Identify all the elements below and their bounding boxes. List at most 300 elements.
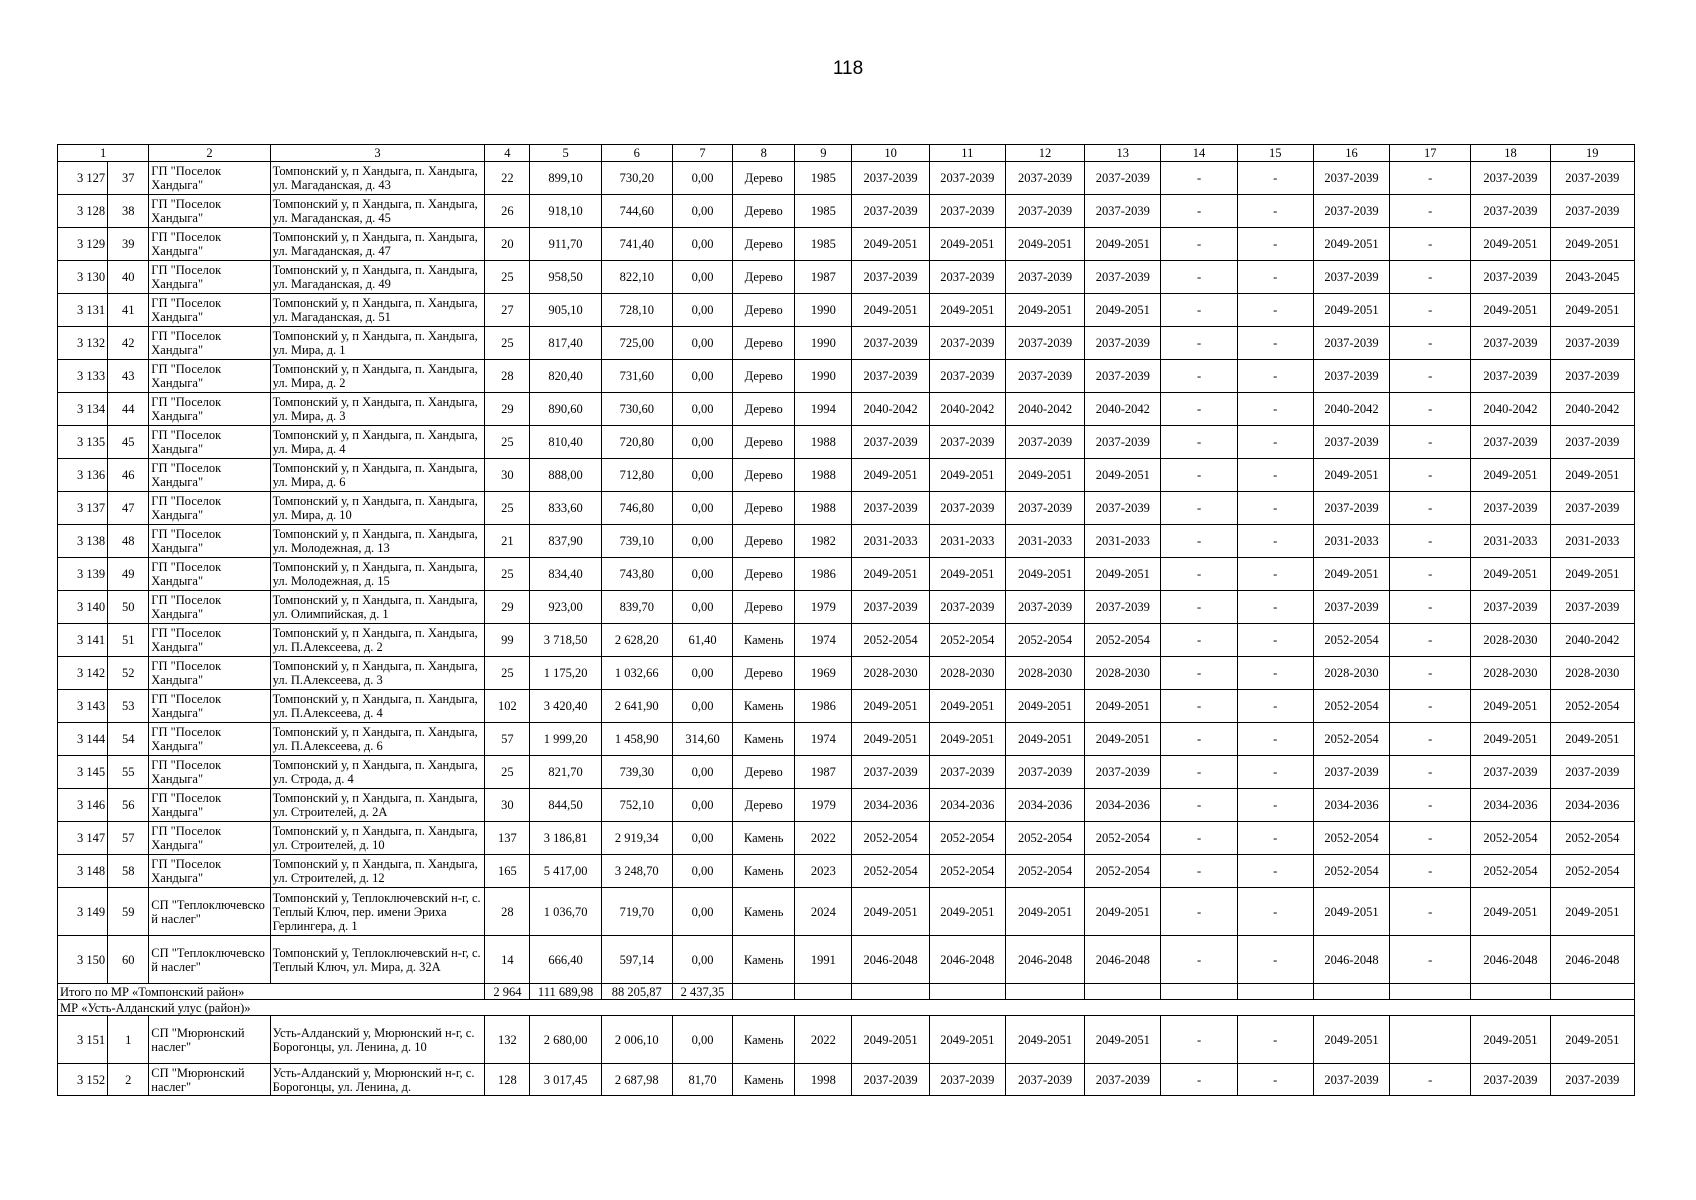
table-cell: 29 — [485, 393, 530, 426]
table-cell: 1979 — [795, 591, 852, 624]
table-row — [58, 393, 1635, 426]
table-cell: Томпонский у, п Хандыга, п. Хандыга, ул. Магаданская, д. 49 — [270, 261, 485, 294]
table-cell: 2049-2051 — [852, 1016, 929, 1064]
table-cell: ГП "Поселок Хандыга" — [149, 327, 270, 360]
table-cell: 890,60 — [530, 393, 601, 426]
table-cell: 2052-2054 — [1005, 624, 1084, 657]
table-cell: 0,00 — [672, 426, 732, 459]
table-cell: 2028-2030 — [1005, 657, 1084, 690]
table-cell: - — [1161, 657, 1237, 690]
table-cell: 1987 — [795, 261, 852, 294]
table-cell: 834,40 — [530, 558, 601, 591]
table-body — [58, 162, 1635, 1096]
table-cell: - — [1161, 558, 1237, 591]
table-cell: 2049-2051 — [1471, 723, 1550, 756]
table-cell: 2037-2039 — [852, 261, 929, 294]
table-cell: 2037-2039 — [929, 261, 1005, 294]
table-cell: 1974 — [795, 723, 852, 756]
table-cell: 2037-2039 — [1550, 162, 1634, 195]
column-header: 11 — [929, 145, 1005, 162]
table-cell: 2052-2054 — [1005, 822, 1084, 855]
table-cell: - — [1237, 789, 1313, 822]
column-header: 4 — [485, 145, 530, 162]
table-cell: 1994 — [795, 393, 852, 426]
table-cell: - — [1161, 888, 1237, 936]
table-cell: СП "Теплоключевско й наслег" — [149, 936, 270, 984]
table-cell: Камень — [733, 822, 795, 855]
table-cell: 2034-2036 — [852, 789, 929, 822]
table-cell: 2049-2051 — [1471, 1016, 1550, 1064]
table-cell: - — [1161, 936, 1237, 984]
table-cell: 2049-2051 — [929, 228, 1005, 261]
table-cell: 2037-2039 — [929, 360, 1005, 393]
table-cell: 3 138 — [58, 525, 108, 558]
table-cell: 48 — [108, 525, 149, 558]
table-cell: - — [1237, 261, 1313, 294]
table-cell: 2049-2051 — [852, 558, 929, 591]
table-cell: - — [1237, 294, 1313, 327]
table-cell: - — [1390, 888, 1471, 936]
table-cell: 53 — [108, 690, 149, 723]
table-cell: - — [1390, 690, 1471, 723]
table-cell: 0,00 — [672, 855, 732, 888]
table-cell: 3 136 — [58, 459, 108, 492]
table-cell: 1990 — [795, 294, 852, 327]
table-cell: 2037-2039 — [1085, 360, 1161, 393]
table-cell: 1974 — [795, 624, 852, 657]
table-cell: 2031-2033 — [929, 525, 1005, 558]
column-header: 14 — [1161, 145, 1237, 162]
table-cell: 3 017,45 — [530, 1064, 601, 1096]
table-row — [58, 822, 1635, 855]
table-cell: - — [1237, 855, 1313, 888]
table-cell: 2040-2042 — [1471, 393, 1550, 426]
table-cell: 2049-2051 — [1313, 558, 1389, 591]
table-cell: 2037-2039 — [852, 327, 929, 360]
table-cell: 1986 — [795, 558, 852, 591]
table-cell: 25 — [485, 426, 530, 459]
table-cell: - — [1390, 525, 1471, 558]
table-cell: 2052-2054 — [1085, 855, 1161, 888]
subtotal-value: 111 689,98 — [530, 984, 601, 1000]
table-cell: 2037-2039 — [1550, 360, 1634, 393]
table-cell: 2052-2054 — [1313, 855, 1389, 888]
table-cell: - — [1237, 756, 1313, 789]
table-cell: 0,00 — [672, 936, 732, 984]
table-cell: 2037-2039 — [1471, 327, 1550, 360]
table-cell: 20 — [485, 228, 530, 261]
table-cell: 102 — [485, 690, 530, 723]
table-cell: 666,40 — [530, 936, 601, 984]
table-cell: 2037-2039 — [1085, 492, 1161, 525]
table-cell: 2037-2039 — [1313, 591, 1389, 624]
table-cell: 821,70 — [530, 756, 601, 789]
table-cell: 739,30 — [601, 756, 672, 789]
table-cell: 2034-2036 — [1313, 789, 1389, 822]
table-cell: 597,14 — [601, 936, 672, 984]
table-row — [58, 426, 1635, 459]
table-row — [58, 261, 1635, 294]
column-header: 18 — [1471, 145, 1550, 162]
table-cell: 2049-2051 — [1005, 558, 1084, 591]
table-cell: 58 — [108, 855, 149, 888]
table-cell: 2052-2054 — [1005, 855, 1084, 888]
table-cell: 3 150 — [58, 936, 108, 984]
table-cell: 741,40 — [601, 228, 672, 261]
table-cell: 2052-2054 — [1550, 822, 1634, 855]
table-cell: 2037-2039 — [1085, 1064, 1161, 1096]
table-cell: 28 — [485, 360, 530, 393]
column-header: 2 — [149, 145, 270, 162]
table-cell: 2022 — [795, 822, 852, 855]
column-header: 9 — [795, 145, 852, 162]
table-cell: - — [1237, 690, 1313, 723]
table-cell: 2052-2054 — [1550, 855, 1634, 888]
table-row — [58, 657, 1635, 690]
table-cell: ГП "Поселок Хандыга" — [149, 195, 270, 228]
table-cell: 137 — [485, 822, 530, 855]
table-cell: 2049-2051 — [929, 294, 1005, 327]
table-cell: 0,00 — [672, 558, 732, 591]
table-row — [58, 294, 1635, 327]
table-cell: Томпонский у, п Хандыга, п. Хандыга, ул. Строителей, д. 10 — [270, 822, 485, 855]
table-cell: 1 — [108, 1016, 149, 1064]
table-cell: 2037-2039 — [1085, 261, 1161, 294]
table-cell: 2052-2054 — [1550, 690, 1634, 723]
table-cell: 2049-2051 — [1085, 1016, 1161, 1064]
table-cell: 25 — [485, 492, 530, 525]
table-cell: ГП "Поселок Хандыга" — [149, 393, 270, 426]
table-cell: 132 — [485, 1016, 530, 1064]
table-cell: 2049-2051 — [1550, 459, 1634, 492]
table-cell: 3 135 — [58, 426, 108, 459]
table-cell: 3 145 — [58, 756, 108, 789]
table-cell: 25 — [485, 756, 530, 789]
table-cell: 2037-2039 — [929, 327, 1005, 360]
table-cell: 25 — [485, 261, 530, 294]
table-cell: - — [1237, 822, 1313, 855]
table-cell: 3 140 — [58, 591, 108, 624]
table-cell: ГП "Поселок Хандыга" — [149, 591, 270, 624]
table-cell: 1985 — [795, 228, 852, 261]
table-row — [58, 888, 1635, 936]
table-cell: 2037-2039 — [1005, 261, 1084, 294]
table-cell: Томпонский у, п Хандыга, п. Хандыга, ул. Молодежная, д. 15 — [270, 558, 485, 591]
table-cell: 2037-2039 — [852, 492, 929, 525]
table-cell: - — [1161, 624, 1237, 657]
empty-cell — [929, 984, 1005, 1000]
table-cell: 2028-2030 — [929, 657, 1005, 690]
table-cell: 2034-2036 — [1085, 789, 1161, 822]
table-cell: Дерево — [733, 525, 795, 558]
table-cell: - — [1237, 525, 1313, 558]
table-cell: 2037-2039 — [1005, 360, 1084, 393]
table-cell: - — [1237, 723, 1313, 756]
table-cell: 0,00 — [672, 492, 732, 525]
table-cell: 1985 — [795, 195, 852, 228]
table-cell: ГП "Поселок Хандыга" — [149, 822, 270, 855]
subtotal-value: 2 964 — [485, 984, 530, 1000]
table-cell: 2 680,00 — [530, 1016, 601, 1064]
empty-cell — [1237, 984, 1313, 1000]
table-cell: 2037-2039 — [929, 492, 1005, 525]
table-cell: 1 458,90 — [601, 723, 672, 756]
table-cell: 2037-2039 — [929, 195, 1005, 228]
table-cell: Камень — [733, 1064, 795, 1096]
table-cell: 81,70 — [672, 1064, 732, 1096]
table-cell: - — [1390, 789, 1471, 822]
table-cell: 2028-2030 — [1550, 657, 1634, 690]
table-cell: 2049-2051 — [1550, 228, 1634, 261]
table-cell: 2037-2039 — [852, 195, 929, 228]
table-cell: 1986 — [795, 690, 852, 723]
table-cell: 2037-2039 — [852, 591, 929, 624]
table-cell: 2052-2054 — [1085, 624, 1161, 657]
table-cell: 2049-2051 — [929, 558, 1005, 591]
table-cell: 2049-2051 — [1471, 558, 1550, 591]
table-cell: Дерево — [733, 228, 795, 261]
table-cell: 2037-2039 — [929, 591, 1005, 624]
table-cell: 0,00 — [672, 591, 732, 624]
table-cell: 2046-2048 — [1471, 936, 1550, 984]
table-cell: Томпонский у, п Хандыга, п. Хандыга, ул. Мира, д. 6 — [270, 459, 485, 492]
table-cell: 2037-2039 — [1471, 591, 1550, 624]
table-cell: Дерево — [733, 558, 795, 591]
table-cell: 2037-2039 — [852, 360, 929, 393]
table-cell: 41 — [108, 294, 149, 327]
table-cell: - — [1237, 1016, 1313, 1064]
table-row — [58, 558, 1635, 591]
table-row — [58, 756, 1635, 789]
table-cell: 2049-2051 — [1550, 558, 1634, 591]
empty-cell — [1085, 984, 1161, 1000]
table-cell: 1987 — [795, 756, 852, 789]
table-cell: 2049-2051 — [929, 459, 1005, 492]
table-cell: - — [1237, 657, 1313, 690]
table-cell: Камень — [733, 855, 795, 888]
table-cell: 2049-2051 — [1313, 228, 1389, 261]
table-cell: - — [1237, 360, 1313, 393]
table-cell: 0,00 — [672, 228, 732, 261]
table-cell: 2037-2039 — [1313, 756, 1389, 789]
table-cell: СП "Мюрюнский наслег" — [149, 1064, 270, 1096]
table-cell: 0,00 — [672, 756, 732, 789]
table-cell: 746,80 — [601, 492, 672, 525]
table-cell: 1 999,20 — [530, 723, 601, 756]
table-cell: Томпонский у, Теплоключевский н-г, с. Теплый Ключ, пер. имени Эриха Герлингера, д. 1 — [270, 888, 485, 936]
table-cell: 3 134 — [58, 393, 108, 426]
table-cell: 2049-2051 — [1550, 1016, 1634, 1064]
table-cell: 2037-2039 — [1471, 162, 1550, 195]
table-cell: 2037-2039 — [1005, 591, 1084, 624]
table-cell: 2037-2039 — [929, 756, 1005, 789]
table-row — [58, 723, 1635, 756]
table-cell: 2037-2039 — [852, 756, 929, 789]
table-cell: 2049-2051 — [1005, 690, 1084, 723]
table-row — [58, 360, 1635, 393]
empty-cell — [795, 984, 852, 1000]
table-cell: - — [1237, 459, 1313, 492]
table-cell: 2037-2039 — [1005, 1064, 1084, 1096]
table-cell: Томпонский у, п Хандыга, п. Хандыга, ул. Строителей, д. 12 — [270, 855, 485, 888]
table-cell: Дерево — [733, 591, 795, 624]
table-cell: 2037-2039 — [1313, 360, 1389, 393]
table-cell: 2037-2039 — [1005, 195, 1084, 228]
table-cell: - — [1390, 855, 1471, 888]
table-cell: 2037-2039 — [1471, 1064, 1550, 1096]
table-cell: 0,00 — [672, 525, 732, 558]
table-cell: - — [1237, 228, 1313, 261]
empty-cell — [1471, 984, 1550, 1000]
table-cell: 2040-2042 — [1550, 393, 1634, 426]
empty-cell — [733, 984, 795, 1000]
table-cell: 0,00 — [672, 822, 732, 855]
table-cell: 2 — [108, 1064, 149, 1096]
table-cell: 2049-2051 — [929, 888, 1005, 936]
table-cell: 3 139 — [58, 558, 108, 591]
table-cell: - — [1237, 591, 1313, 624]
table-cell: Томпонский у, п Хандыга, п. Хандыга, ул. Магаданская, д. 45 — [270, 195, 485, 228]
table-cell: 2040-2042 — [1550, 624, 1634, 657]
table-cell: 2034-2036 — [1005, 789, 1084, 822]
table-cell: Дерево — [733, 657, 795, 690]
table-cell: ГП "Поселок Хандыга" — [149, 723, 270, 756]
table-cell: ГП "Поселок Хандыга" — [149, 756, 270, 789]
table-cell: - — [1161, 294, 1237, 327]
table-row — [58, 855, 1635, 888]
column-header: 13 — [1085, 145, 1161, 162]
table-cell: - — [1390, 459, 1471, 492]
table-cell: 2037-2039 — [1005, 327, 1084, 360]
table-cell: 2049-2051 — [1005, 459, 1084, 492]
table-cell: 3 144 — [58, 723, 108, 756]
table-cell: Камень — [733, 936, 795, 984]
table-cell: 3 132 — [58, 327, 108, 360]
table-cell: 1 032,66 — [601, 657, 672, 690]
table-cell: Камень — [733, 690, 795, 723]
table-cell: 2049-2051 — [1085, 294, 1161, 327]
table-cell: 0,00 — [672, 294, 732, 327]
table-cell: 38 — [108, 195, 149, 228]
table-cell: 0,00 — [672, 888, 732, 936]
table-cell: - — [1390, 261, 1471, 294]
table-cell: 2031-2033 — [1471, 525, 1550, 558]
table-cell: 2052-2054 — [1313, 723, 1389, 756]
table-row — [58, 936, 1635, 984]
table-cell: 2049-2051 — [1471, 228, 1550, 261]
table-cell: 725,00 — [601, 327, 672, 360]
table-cell: 29 — [485, 591, 530, 624]
table-row — [58, 624, 1635, 657]
table-cell: 2037-2039 — [1471, 426, 1550, 459]
empty-cell — [1313, 984, 1389, 1000]
table-cell: 0,00 — [672, 360, 732, 393]
table-cell: ГП "Поселок Хандыга" — [149, 657, 270, 690]
table-cell: 2049-2051 — [1550, 888, 1634, 936]
table-cell: Дерево — [733, 162, 795, 195]
table-cell: 2040-2042 — [929, 393, 1005, 426]
table-cell: 2037-2039 — [1550, 756, 1634, 789]
table-cell: 25 — [485, 657, 530, 690]
table-cell: 820,40 — [530, 360, 601, 393]
table-cell: 2037-2039 — [1550, 1064, 1634, 1096]
table-cell: 3 142 — [58, 657, 108, 690]
table-cell: - — [1161, 822, 1237, 855]
table-cell: ГП "Поселок Хандыга" — [149, 360, 270, 393]
table-cell: Дерево — [733, 294, 795, 327]
table-cell: 2043-2045 — [1550, 261, 1634, 294]
section-header-row — [58, 1000, 1635, 1016]
table-cell: - — [1161, 1064, 1237, 1096]
table-cell: - — [1390, 162, 1471, 195]
table-cell: 27 — [485, 294, 530, 327]
table-cell: 2024 — [795, 888, 852, 936]
table-cell: 2037-2039 — [929, 162, 1005, 195]
table-cell: 1991 — [795, 936, 852, 984]
table-cell: - — [1390, 822, 1471, 855]
empty-cell — [852, 984, 929, 1000]
table-cell: 26 — [485, 195, 530, 228]
table-cell: 0,00 — [672, 690, 732, 723]
table-cell: 2 006,10 — [601, 1016, 672, 1064]
table-cell: 2052-2054 — [1313, 690, 1389, 723]
table-cell: Томпонский у, п Хандыга, п. Хандыга, ул. Мира, д. 3 — [270, 393, 485, 426]
table-cell: Камень — [733, 888, 795, 936]
table-cell: ГП "Поселок Хандыга" — [149, 525, 270, 558]
table-cell: 743,80 — [601, 558, 672, 591]
table-cell: 2049-2051 — [1005, 888, 1084, 936]
table-cell: 2028-2030 — [1471, 657, 1550, 690]
table-cell: 3 131 — [58, 294, 108, 327]
table-cell: 2037-2039 — [1085, 426, 1161, 459]
table-cell: 2034-2036 — [1550, 789, 1634, 822]
table-cell: 57 — [485, 723, 530, 756]
table-cell: 2037-2039 — [1313, 261, 1389, 294]
table-cell: 2049-2051 — [929, 723, 1005, 756]
table-cell: 739,10 — [601, 525, 672, 558]
table-cell: 46 — [108, 459, 149, 492]
table-cell: - — [1237, 936, 1313, 984]
table-cell — [1390, 1016, 1471, 1064]
table-cell: - — [1390, 393, 1471, 426]
table-row — [58, 228, 1635, 261]
table-cell: Томпонский у, п Хандыга, п. Хандыга, ул. П.Алексеева, д. 4 — [270, 690, 485, 723]
table-cell: 3 137 — [58, 492, 108, 525]
table-cell: 3 143 — [58, 690, 108, 723]
table-cell: 2040-2042 — [852, 393, 929, 426]
table-cell: Томпонский у, п Хандыга, п. Хандыга, ул. Мира, д. 4 — [270, 426, 485, 459]
table-cell: 2040-2042 — [1313, 393, 1389, 426]
table-cell: 2037-2039 — [1550, 426, 1634, 459]
table-cell: ГП "Поселок Хандыга" — [149, 294, 270, 327]
table-cell: ГП "Поселок Хандыга" — [149, 459, 270, 492]
table-cell: - — [1390, 624, 1471, 657]
table-cell: 2049-2051 — [1085, 228, 1161, 261]
table-cell: 2037-2039 — [1313, 195, 1389, 228]
column-header: 5 — [530, 145, 601, 162]
table-cell: 833,60 — [530, 492, 601, 525]
table-cell: Дерево — [733, 393, 795, 426]
column-header: 7 — [672, 145, 732, 162]
table-cell: 2037-2039 — [852, 1064, 929, 1096]
table-cell: 2052-2054 — [852, 855, 929, 888]
table-cell: Дерево — [733, 756, 795, 789]
table-cell: Камень — [733, 624, 795, 657]
table-cell: ГП "Поселок Хандыга" — [149, 855, 270, 888]
table-row — [58, 591, 1635, 624]
table-cell: 958,50 — [530, 261, 601, 294]
table-cell: 2046-2048 — [1085, 936, 1161, 984]
